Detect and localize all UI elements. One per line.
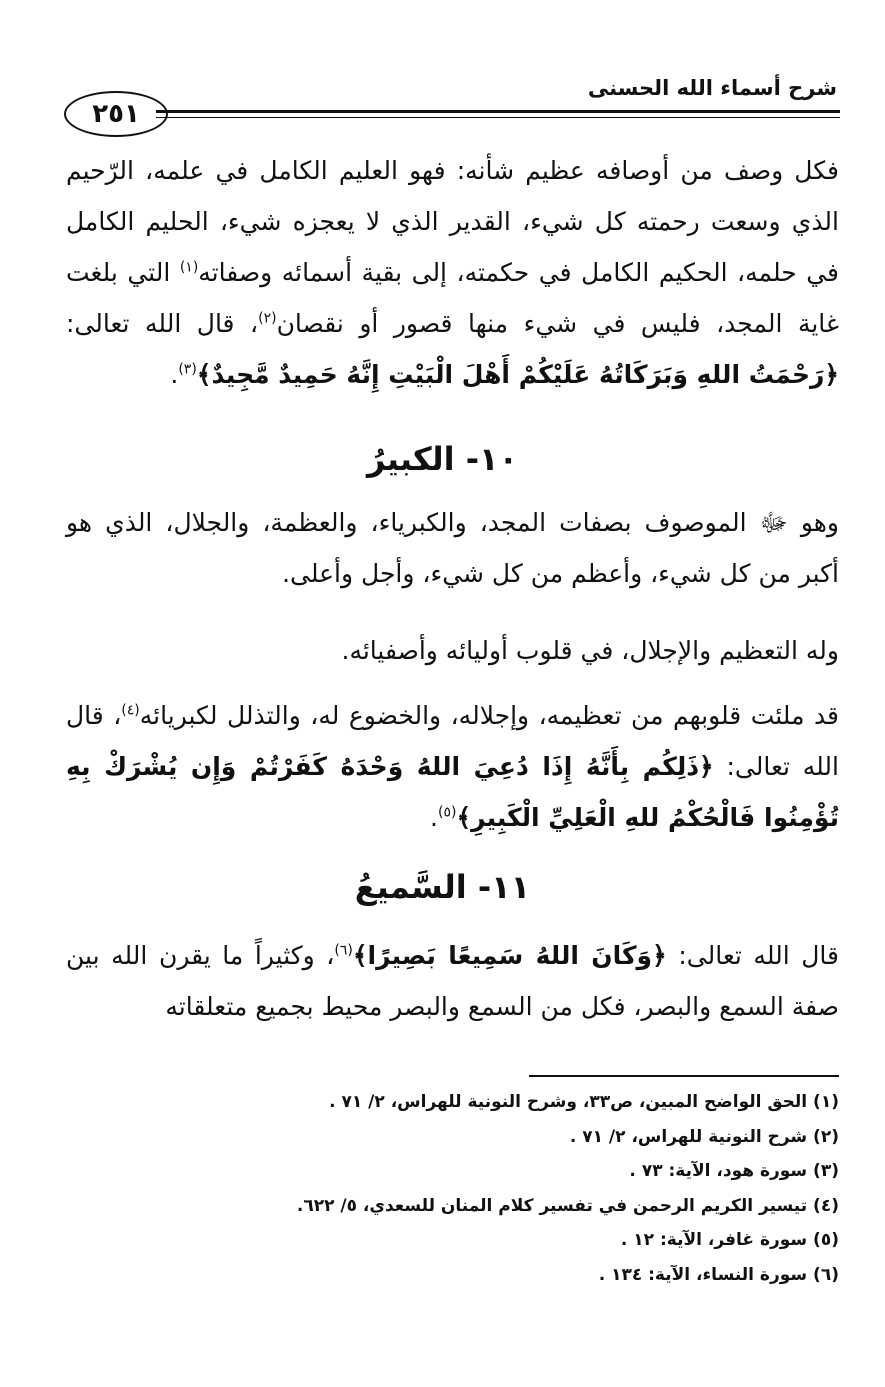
footnote-2: (٢) شرح النونية للهراس، ٢/ ٧١ . [569, 1126, 839, 1147]
section-heading-11: ١١- السَّميعُ [354, 868, 531, 906]
footnote-separator [529, 1075, 839, 1077]
paragraph-1-text: فكل وصف من أوصافه عظيم شأنه: فهو العليم الكامل في علمه، الرّحيم الذي وسعت رحمته كل شيء، القدير الذي لا يعجزه شيء، الحليم الكامل في حلمه، الحكيم الكامل في حكمته، إلى بقية أسمائه وصفاته [66, 156, 840, 287]
paragraph-4-text: قد ملئت قلوبهم من تعظيمه، وإجلاله، والخضوع له، والتذلل لكبريائه [139, 701, 840, 730]
paragraph-5 [66, 930, 839, 1032]
page-number: ٢٥١ [64, 91, 168, 137]
footnote-ref-3: (٣) [178, 361, 197, 378]
quran-verse-2: ﴿ذَلِكُم بِأَنَّهُ إِذَا دُعِيَ اللهُ وَحْدَهُ كَفَرْتُمْ وَإِن يُشْرَكْ بِهِ تُؤْمِنُوا فَالْحُكْمُ للهِ الْعَلِيِّ الْكَبِيرِ﴾ [66, 752, 839, 832]
footnote-1: (١) الحق الواضح المبين، ص٣٣، وشرح النونية للهراس، ٢/ ٧١ . [329, 1092, 839, 1112]
paragraph-2: وهو ﷻ الموصوف بصفات المجد، والكبرياء، والعظمة، والجلال، الذي هو أكبر من كل شيء، وأعظم من كل شيء، وأجل وأعلى. [66, 508, 839, 588]
paragraph-3: وله التعظيم والإجلال، في قلوب أوليائه وأصفيائه. [341, 636, 839, 665]
footnote-ref-6: (٦) [334, 942, 353, 959]
footnote-ref-5: (٥) [437, 804, 457, 821]
footnote-ref-4: (٤) [121, 702, 140, 719]
section-heading-10: ١٠- الكبيرُ [366, 440, 519, 478]
footnote-6: (٦) سورة النساء، الآية: ١٣٤ . [598, 1264, 839, 1285]
paragraph-1 [66, 145, 839, 400]
footnote-3: (٣) سورة هود، الآية: ٧٣ . [629, 1161, 839, 1181]
header-rule-thick [156, 110, 840, 113]
header-rule-thin [156, 117, 840, 118]
paragraph-5-text: قال الله تعالى: [666, 941, 840, 970]
paragraph-1-text-2: التي بلغت غاية المجد، فليس في شيء منها قصور أو نقصان [66, 258, 839, 338]
footnote-4: (٤) تيسير الكريم الرحمن في تفسير كلام المنان للسعدي، ٥/ ٦٢٢. [296, 1195, 839, 1216]
quran-verse-3: ﴿وَكَانَ اللهُ سَمِيعًا بَصِيرًا﴾ [352, 941, 667, 970]
paragraph-4 [66, 690, 839, 843]
footnote-ref-2: (٢) [258, 310, 277, 327]
paragraph-4-end: . [430, 803, 438, 832]
paragraph-4-text-2: ، قال الله تعالى: [66, 701, 839, 781]
paragraph-1-end: . [170, 360, 179, 389]
running-title: شرح أسماء الله الحسنى [587, 76, 837, 100]
footnote-5: (٥) سورة غافر، الآية: ١٢ . [620, 1230, 839, 1250]
paragraph-1-text-3: ، قال الله تعالى: [66, 309, 259, 338]
paragraph-5-text-2: ، وكثيراً ما يقرن الله بين صفة السمع والبصر، فكل من السمع والبصر محيط بجميع متعلقاته [66, 941, 839, 1021]
footnote-ref-1: (١) [179, 259, 199, 276]
footnote-list [66, 1085, 839, 1292]
quran-verse-1: ﴿رَحْمَتُ اللهِ وَبَرَكَاتُهُ عَلَيْكُمْ أَهْلَ الْبَيْتِ إِنَّهُ حَمِيدٌ مَّجِيدٌ﴾ [196, 360, 839, 389]
